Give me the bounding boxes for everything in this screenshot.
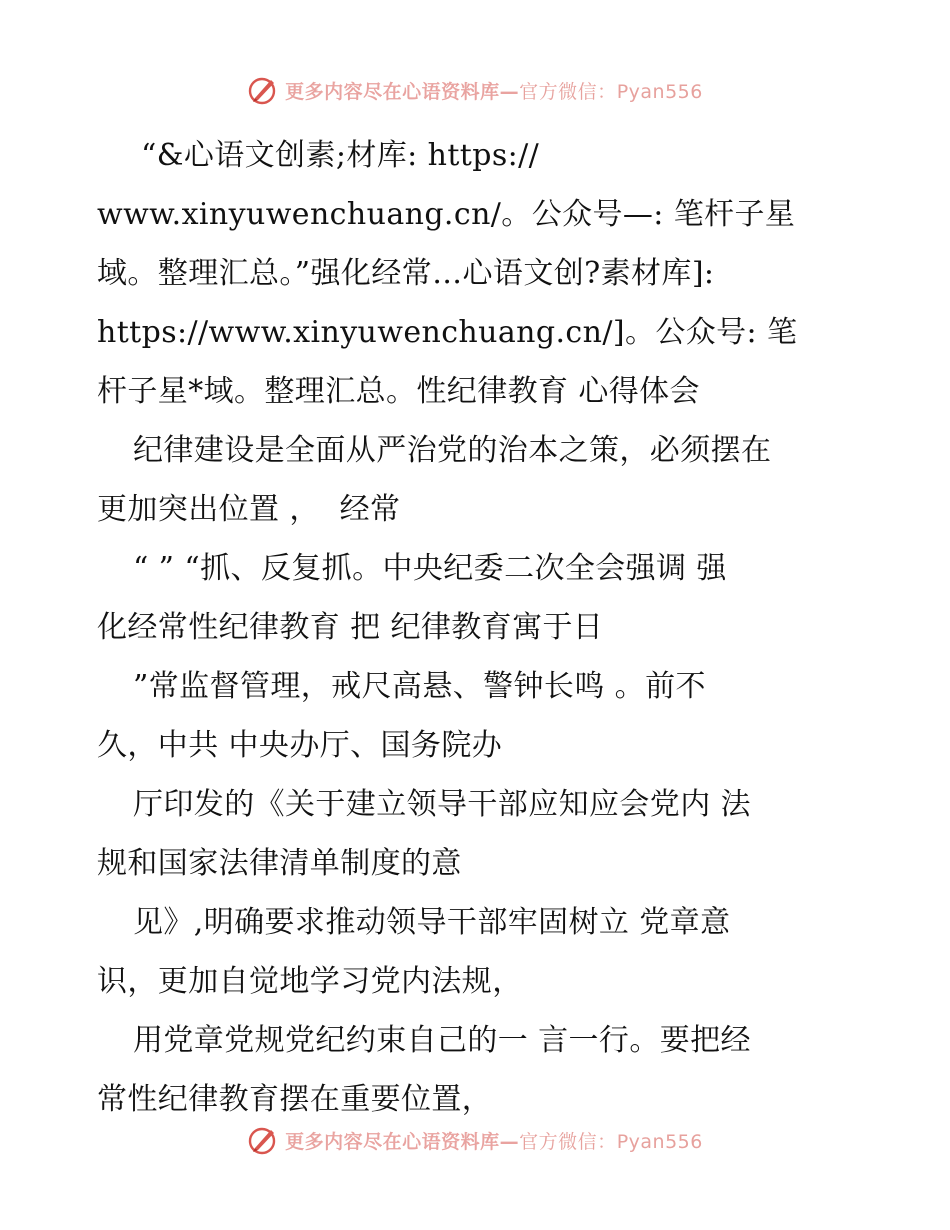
- text-line: 纪律建设是全面从严治党的治本之策，必须摆在: [133, 433, 772, 468]
- text-line: 见》,明确要求推动领导干部牢固树立 党章意: [133, 905, 731, 940]
- document-body: [97, 126, 877, 1129]
- text-line: 化经常性纪律教育 把 纪律教育寓于日: [97, 610, 604, 645]
- quill-pen-icon: [247, 1124, 279, 1156]
- watermark-text: 更多内容尽在心语资料库—官方微信：Pyan556: [285, 80, 703, 103]
- text-line: 域。整理汇总。”强化经常…心语文创?素材库]:: [97, 256, 715, 291]
- text-line: www.xinyuwenchuang.cn/。公众号—: 笔杆子星: [97, 197, 796, 232]
- header-watermark-banner: [0, 70, 950, 110]
- text-line: ”常监督管理，戒尺高悬、警钟长鸣 。前不: [133, 669, 706, 704]
- text-line: 用党章党规党纪约束自己的一 言一行。要把经: [133, 1023, 751, 1058]
- footer-watermark-banner: [0, 1120, 950, 1160]
- watermark-text: 更多内容尽在心语资料库—官方微信：Pyan556: [285, 1130, 703, 1153]
- quill-pen-icon: [247, 74, 279, 106]
- text-line: 规和国家法律清单制度的意: [97, 846, 462, 881]
- text-line: “&心语文创素;材库: https://: [141, 138, 540, 173]
- text-line: 杆子星*域。整理汇总。性纪律教育 心得体会: [97, 374, 700, 409]
- text-line: 常性纪律教育摆在重要位置，: [97, 1082, 493, 1117]
- text-line: 厅印发的《关于建立领导干部应知应会党内 法: [133, 787, 751, 822]
- text-line: 久，中共 中央办厅、国务院办: [97, 728, 503, 763]
- text-line: https://www.xinyuwenchuang.cn/]。公众号: 笔: [97, 315, 798, 350]
- text-line: 识，更加自觉地学习党内法规，: [97, 964, 523, 999]
- text-line: 更加突出位置 ， 经常: [97, 492, 401, 527]
- text-line: “ ” “抓、反复抓。中央纪委二次全会强调 强: [133, 551, 727, 586]
